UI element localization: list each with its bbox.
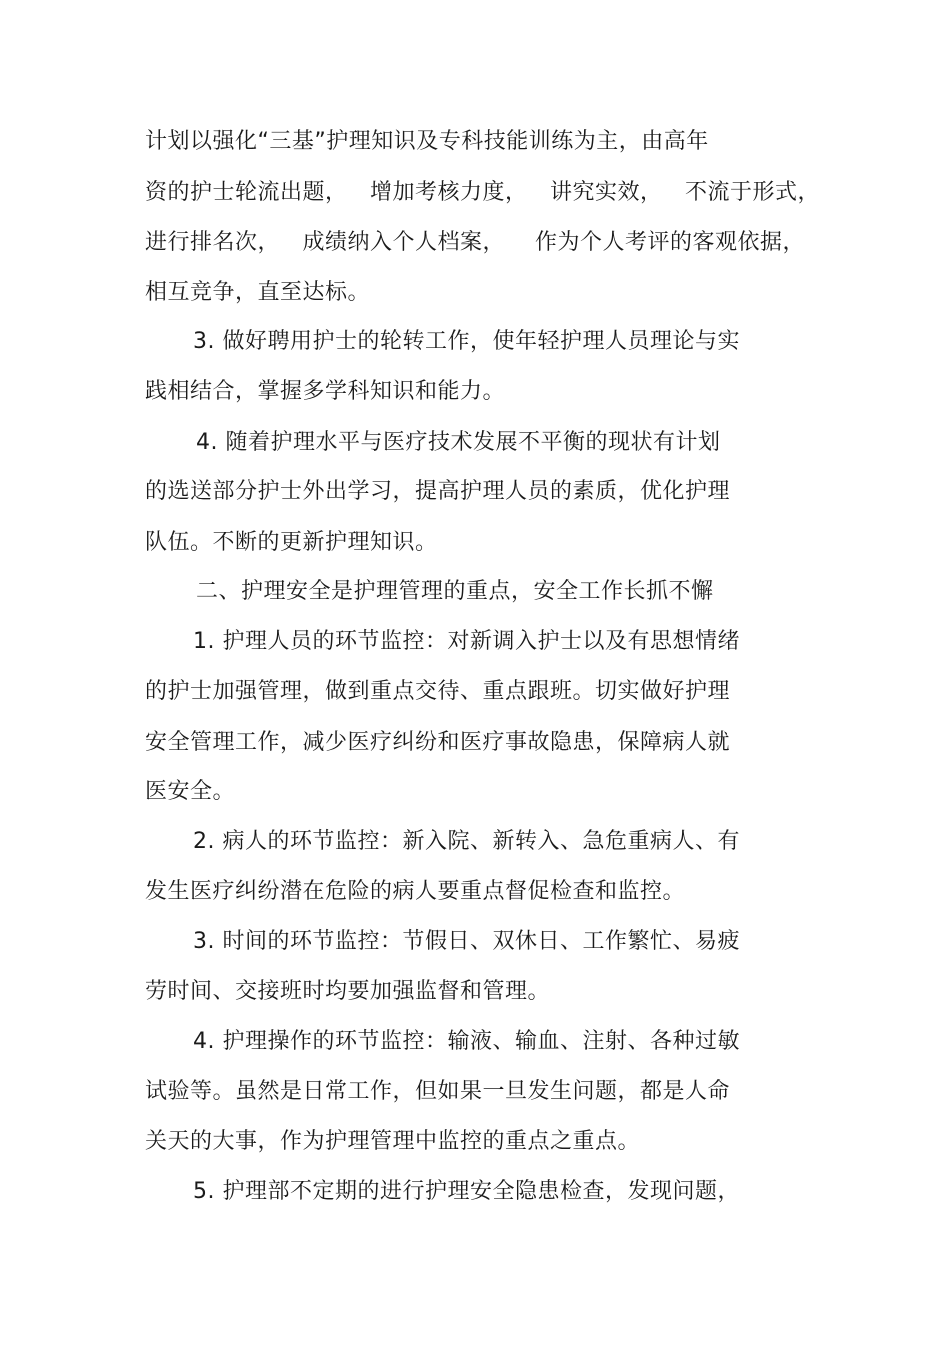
text-line: 医安全。 [145,779,236,804]
text-line: 相互竞争，直至达标。 [145,280,371,305]
text-line: 3. 时间的环节监控：节假日、双休日、工作繁忙、易疲 [193,929,740,954]
text-line: 劳时间、交接班时均要加强监督和管理。 [145,979,551,1004]
text-line: 1. 护理人员的环节监控：对新调入护士以及有思想情绪 [193,629,740,654]
section-heading: 二、护理安全是护理管理的重点，安全工作长抓不懈 [196,579,714,604]
text-line: 4. 随着护理水平与医疗技术发展不平衡的现状有计划 [196,430,721,455]
text-line: 队伍。不断的更新护理知识。 [145,530,438,555]
text-line: 3. 做好聘用护士的轮转工作，使年轻护理人员理论与实 [193,329,740,354]
text-line: 4. 护理操作的环节监控：输液、输血、注射、各种过敏 [193,1029,740,1054]
text-line: 的护士加强管理，做到重点交待、重点跟班。切实做好护理 [145,679,731,704]
text-line: 发生医疗纠纷潜在危险的病人要重点督促检查和监控。 [145,879,686,904]
text-line: 计划以强化“三基”护理知识及专科技能训练为主，由高年 [145,129,709,154]
text-line: 的选送部分护士外出学习，提高护理人员的素质，优化护理 [145,479,731,504]
text-line: 关天的大事，作为护理管理中监控的重点之重点。 [145,1129,641,1154]
text-line: 践相结合，掌握多学科知识和能力。 [145,379,506,404]
text-line: 资的护士轮流出题， 增加考核力度， 讲究实效， 不流于形式， [145,180,820,205]
text-line: 进行排名次， 成绩纳入个人档案， 作为个人考评的客观依据， [145,230,805,255]
text-line: 试验等。虽然是日常工作，但如果一旦发生问题，都是人命 [145,1079,731,1104]
text-line: 2. 病人的环节监控：新入院、新转入、急危重病人、有 [193,829,740,854]
text-line: 5. 护理部不定期的进行护理安全隐患检查，发现问题， [193,1179,740,1204]
text-line: 安全管理工作，减少医疗纠纷和医疗事故隐患，保障病人就 [145,730,731,755]
